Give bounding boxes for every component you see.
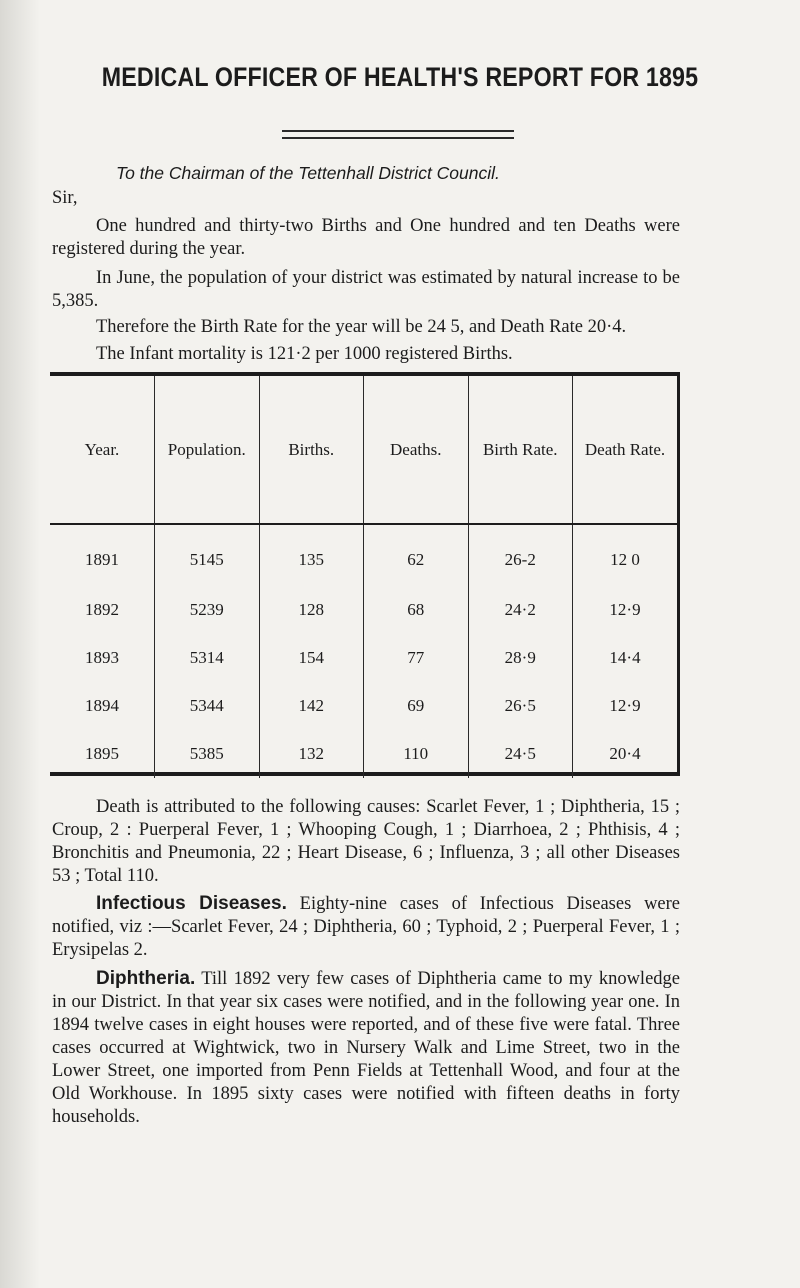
cell-death-rate: 14·4 — [573, 634, 678, 682]
paragraph-causes-of-death — [52, 796, 680, 888]
page-edge-shadow — [0, 0, 40, 1288]
table-row — [50, 730, 677, 778]
table-row — [50, 634, 677, 682]
cell-birth-rate: 26-2 — [468, 524, 573, 586]
header-population: Population. — [155, 376, 260, 524]
cell-year: 1894 — [85, 696, 119, 715]
cell-population: 5385 — [155, 730, 260, 778]
cell-births: 132 — [259, 730, 364, 778]
cell-death-rate: 12·9 — [573, 586, 678, 634]
cell-deaths: 110 — [364, 730, 469, 778]
cell-birth-rate: 26·5 — [468, 682, 573, 730]
title-rule-bottom — [282, 137, 514, 139]
cell-deaths: 69 — [364, 682, 469, 730]
cell-birth-rate: 24·2 — [468, 586, 573, 634]
cell-births: 154 — [259, 634, 364, 682]
title-rule-top — [282, 130, 514, 132]
cell-year: 1895 — [85, 744, 119, 763]
header-deaths: Deaths. — [364, 376, 469, 524]
cell-death-rate: 12·9 — [573, 682, 678, 730]
paragraph-text: In June, the population of your district was estimated by natural increase to be 5,385. — [52, 268, 680, 311]
cell-births: 142 — [259, 682, 364, 730]
salutation: Sir, — [52, 188, 78, 208]
header-birth-rate: Birth Rate. — [468, 376, 573, 524]
paragraph-rates — [52, 316, 680, 339]
paragraph-text: Therefore the Birth Rate for the year will be 24 5, and Death Rate 20·4. — [96, 317, 627, 337]
cell-births: 135 — [259, 524, 364, 586]
page-title: MEDICAL OFFICER OF HEALTH'S REPORT FOR 1895 — [101, 62, 699, 92]
section-heading-infectious: Infectious Diseases. — [96, 893, 287, 914]
paragraph-text: One hundred and thirty-two Births and One hundred and ten Deaths were registered during the year. — [52, 216, 680, 259]
cell-population: 5314 — [155, 634, 260, 682]
cell-population: 5145 — [155, 524, 260, 586]
header-death-rate: Death Rate. — [573, 376, 678, 524]
cell-births: 128 — [259, 586, 364, 634]
paragraph-births-deaths — [52, 215, 680, 261]
cell-deaths: 62 — [364, 524, 469, 586]
cell-death-rate: 12 0 — [573, 524, 678, 586]
paragraph-text: Death is attributed to the following causes: Scarlet Fever, 1 ; Diphtheria, 15 ; Croup, 2 : Puerperal Fever, 1 ; Whooping Cough, 1 ; Diarrhoea, 2 ; Phthisis, 4 ; Bronchitis and Pneumonia, 22 ; Heart Disease, 6 ; Influenza, 3 ; all other Diseases 53 ; Total 110. — [52, 797, 680, 886]
cell-birth-rate: 24·5 — [468, 730, 573, 778]
table-row — [50, 524, 677, 586]
cell-deaths: 77 — [364, 634, 469, 682]
cell-year: 1892 — [85, 600, 119, 619]
statistics-table — [50, 372, 680, 776]
paragraph-infant-mortality — [52, 343, 680, 366]
table-header-row — [50, 376, 677, 524]
table-row — [50, 586, 677, 634]
paragraph-population — [52, 267, 680, 313]
cell-year: 1891 — [85, 549, 119, 569]
paragraph-text: The Infant mortality is 121·2 per 1000 registered Births. — [96, 344, 513, 364]
cell-deaths: 68 — [364, 586, 469, 634]
cell-population: 5239 — [155, 586, 260, 634]
cell-population: 5344 — [155, 682, 260, 730]
cell-birth-rate: 28·9 — [468, 634, 573, 682]
paragraph-text: Eighty-nine cases of Infectious Diseases were notified, viz :—Scarlet Fever, 24 ; Diphtheria, 60 ; Typhoid, 2 ; Puerperal Fever, 1 ; Erysipelas 2. — [52, 894, 681, 960]
paragraph-diphtheria — [52, 967, 680, 1129]
table-row — [50, 682, 677, 730]
cell-year: 1893 — [85, 648, 119, 667]
header-births: Births. — [259, 376, 364, 524]
paragraph-text: Till 1892 very few cases of Diphtheria came to my knowledge in our District. In that year six cases were notified, and in the following year one. In 1894 twelve cases in eight houses were reported, and of these five were fatal. Three cases occurred at Wightwick, two in Nursery Walk and Lime Street, two in the Lower Street, one imported from Penn Fields at Tettenhall Wood, and four at the Old Workhouse. In 1895 sixty cases were notified with fifteen deaths in forty households. — [52, 969, 680, 1127]
cell-death-rate: 20·4 — [573, 730, 678, 778]
header-year: Year. — [50, 376, 155, 524]
section-heading-diphtheria: Diphtheria. — [96, 968, 196, 989]
paragraph-infectious-diseases — [52, 892, 680, 962]
address-line: To the Chairman of the Tettenhall District Council. — [116, 163, 500, 183]
